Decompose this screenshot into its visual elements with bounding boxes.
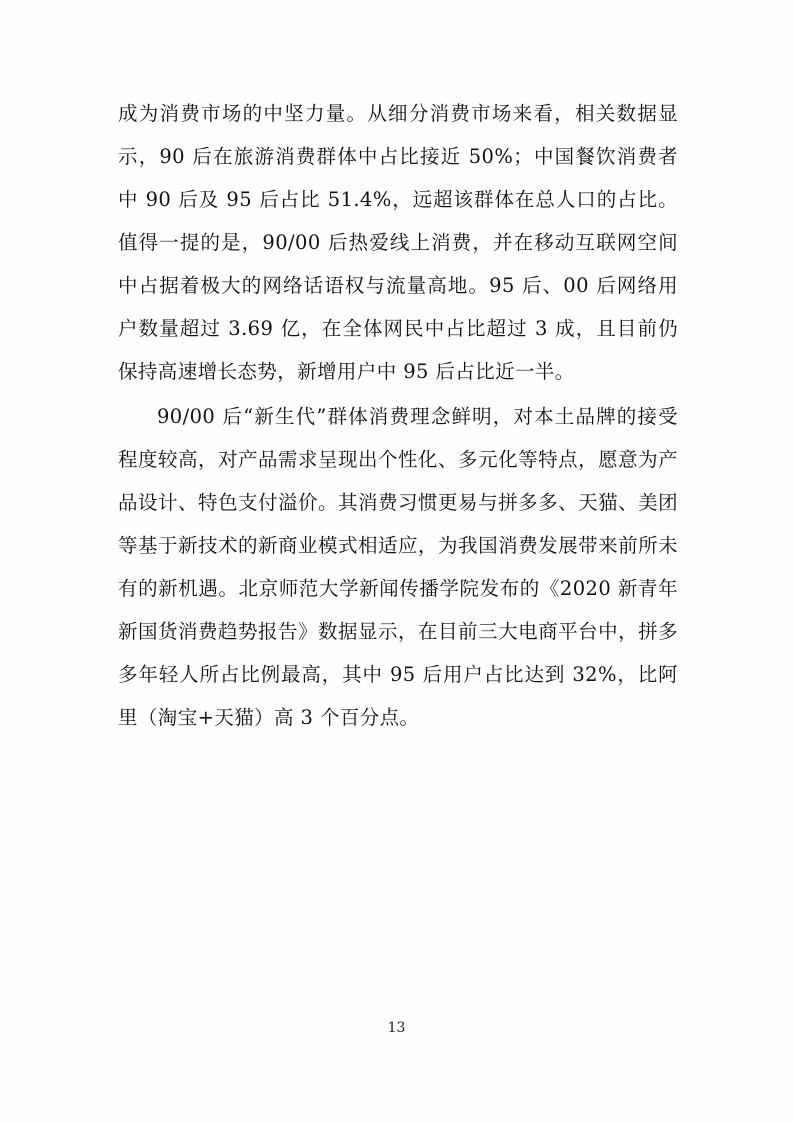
page-body [118,92,678,739]
body-paragraph-1: 成为消费市场的中坚力量。从细分消费市场来看，相关数据显示，90 后在旅游消费群体中占比接近 50%；中国餐饮消费者中 90 后及 95 后占比 51.4%，远超该群体在总人口的占比。值得一提的是，90/00 后热爱线上消费，并在移动互联网空间中占据着极大的网络话语权与流量高地。95 后、00 后网络用户数量超过 3.69 亿，在全体网民中占比超过 3 成，且目前仍保持高速增长态势，新增用户中 95 后占比近一半。 [118,102,678,383]
body-paragraph-2: 90/00 后“新生代”群体消费理念鲜明，对本土品牌的接受程度较高，对产品需求呈现出个性化、多元化等特点，愿意为产品设计、特色支付溢价。其消费习惯更易与拼多多、天猫、美团等基于新技术的新商业模式相适应，为我国消费发展带来前所未有的新机遇。北京师范大学新闻传播学院发布的《2020 新青年新国货消费趋势报告》数据显示，在目前三大电商平台中，拼多多年轻人所占比例最高，其中 95 后用户占比达到 32%，比阿里（淘宝+天猫）高 3 个百分点。 [118,405,678,729]
page-number: 13 [387,1020,406,1036]
